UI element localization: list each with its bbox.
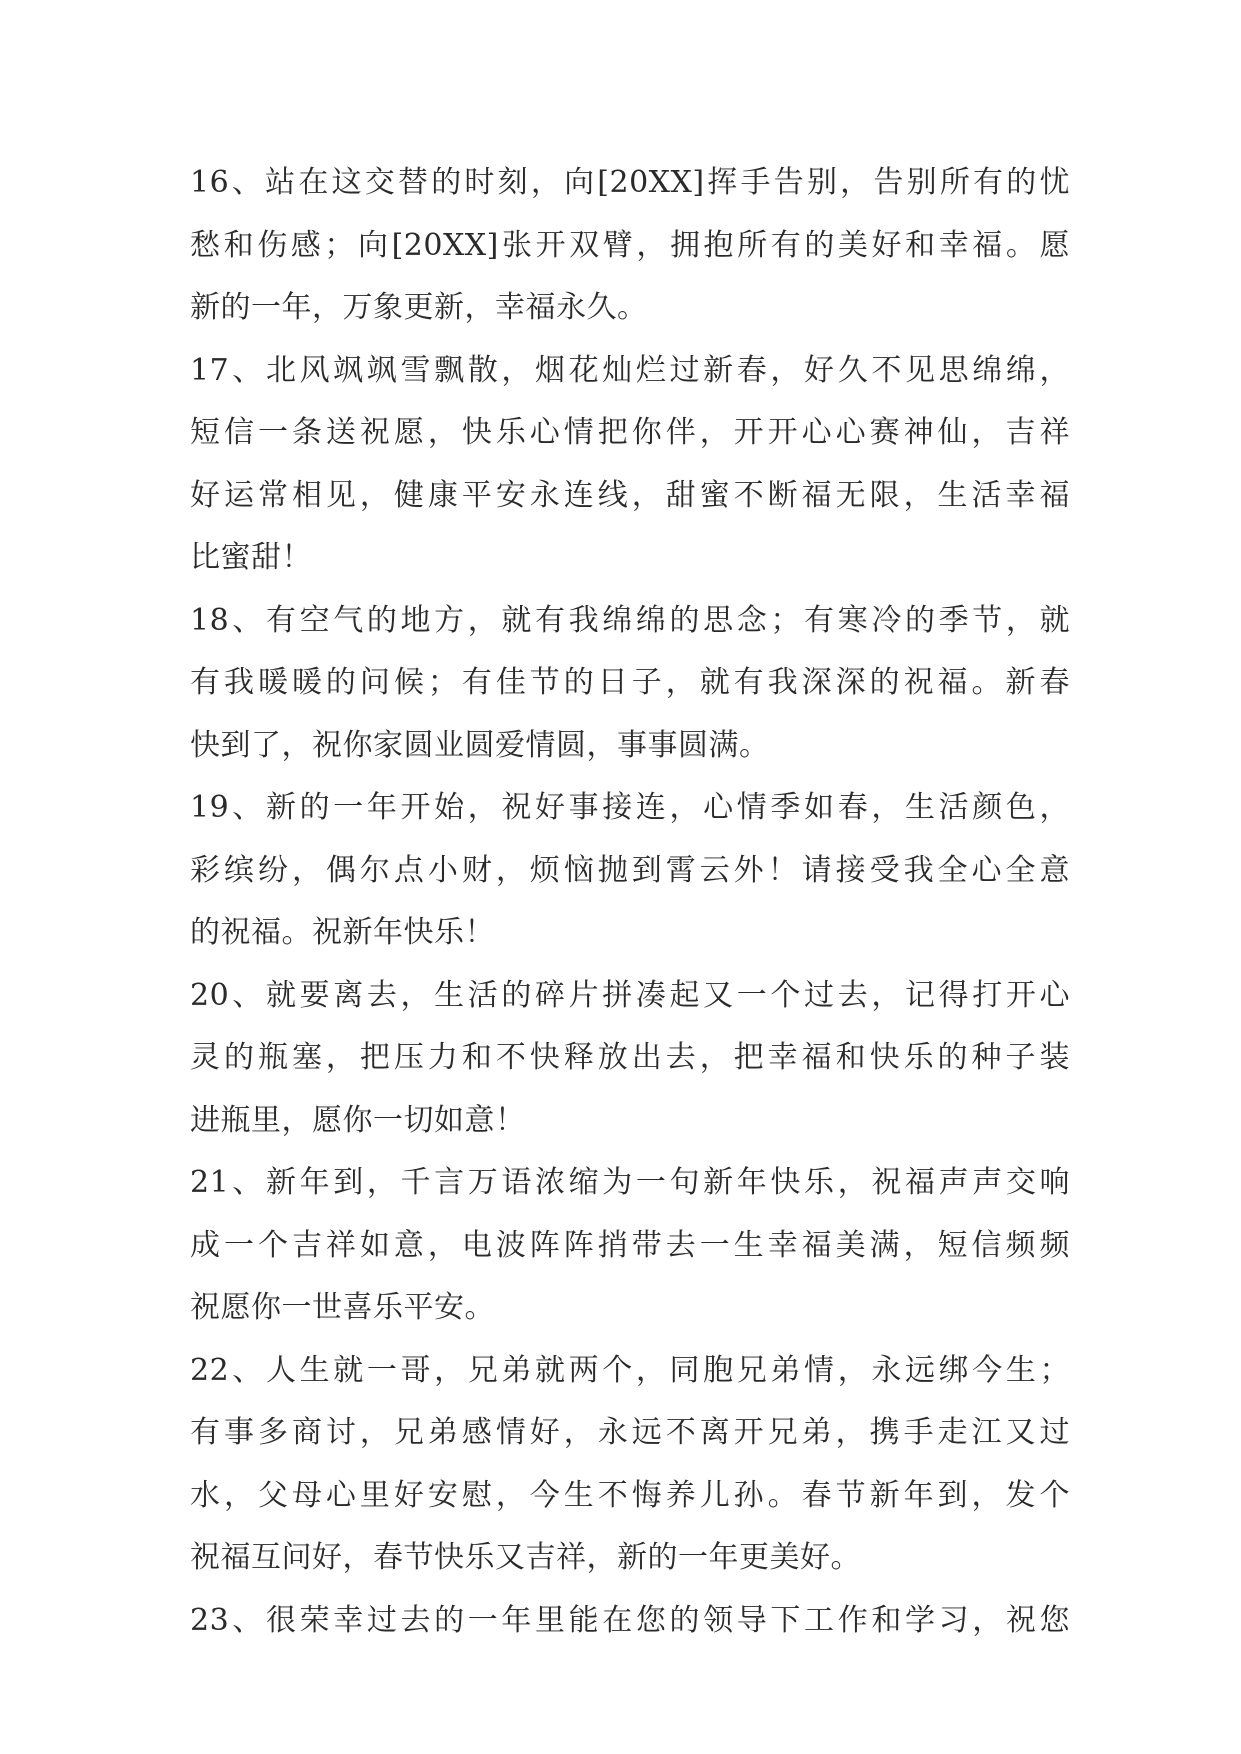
text-line: 22、人生就一哥，兄弟就两个，同胞兄弟情，永远绑今生； bbox=[190, 1352, 1070, 1388]
text-line: 成一个吉祥如意，电波阵阵捎带去一生幸福美满，短信频频 bbox=[190, 1227, 1070, 1263]
text-line: 20、就要离去，生活的碎片拼凑起又一个过去，记得打开心 bbox=[190, 977, 1070, 1013]
text-line: 19、新的一年开始，祝好事接连，心情季如春，生活颜色， bbox=[190, 790, 1070, 825]
paragraph-17 bbox=[190, 340, 1070, 590]
text-line: 16、站在这交替的时刻，向[20XX]挥手告别，告别所有的忧 bbox=[190, 165, 1070, 200]
text-line: 新的一年，万象更新，幸福永久。 bbox=[190, 290, 648, 325]
paragraph-19 bbox=[190, 777, 1070, 965]
text-line: 23、很荣幸过去的一年里能在您的领导下工作和学习，祝您 bbox=[190, 1602, 1070, 1638]
text-line: 比蜜甜！ bbox=[190, 540, 312, 575]
text-line: 21、新年到，千言万语浓缩为一句新年快乐，祝福声声交响 bbox=[190, 1165, 1070, 1200]
text-line: 短信一条送祝愿，快乐心情把你伴，开开心心赛神仙，吉祥 bbox=[190, 415, 1070, 450]
text-line: 有事多商讨，兄弟感情好，永远不离开兄弟，携手走江又过 bbox=[190, 1415, 1070, 1450]
text-line: 好运常相见，健康平安永连线，甜蜜不断福无限，生活幸福 bbox=[190, 477, 1070, 513]
text-line: 祝福互问好，春节快乐又吉祥，新的一年更美好。 bbox=[190, 1540, 861, 1575]
text-line: 17、北风飒飒雪飘散，烟花灿烂过新春，好久不见思绵绵， bbox=[190, 352, 1070, 388]
text-line: 快到了，祝你家圆业圆爱情圆，事事圆满。 bbox=[190, 727, 770, 763]
text-line: 灵的瓶塞，把压力和不快释放出去，把幸福和快乐的种子装 bbox=[190, 1040, 1070, 1075]
paragraph-20 bbox=[190, 965, 1070, 1153]
text-line: 的祝福。祝新年快乐！ bbox=[190, 915, 495, 950]
text-line: 愁和伤感；向[20XX]张开双臂，拥抱所有的美好和幸福。愿 bbox=[190, 227, 1070, 263]
paragraph-23 bbox=[190, 1590, 1070, 1653]
text-line: 彩缤纷，偶尔点小财，烦恼抛到霄云外！请接受我全心全意 bbox=[190, 852, 1070, 888]
text-line: 18、有空气的地方，就有我绵绵的思念；有寒冷的季节，就 bbox=[190, 602, 1070, 638]
paragraph-18 bbox=[190, 590, 1070, 778]
paragraph-21 bbox=[190, 1152, 1070, 1340]
paragraph-16 bbox=[190, 152, 1070, 340]
text-line: 水，父母心里好安慰，今生不悔养儿孙。春节新年到，发个 bbox=[190, 1477, 1070, 1513]
document-body bbox=[190, 152, 1070, 1652]
text-line: 有我暖暖的问候；有佳节的日子，就有我深深的祝福。新春 bbox=[190, 665, 1070, 700]
paragraph-22 bbox=[190, 1340, 1070, 1590]
text-line: 进瓶里，愿你一切如意！ bbox=[190, 1102, 526, 1138]
text-line: 祝愿你一世喜乐平安。 bbox=[190, 1290, 495, 1325]
